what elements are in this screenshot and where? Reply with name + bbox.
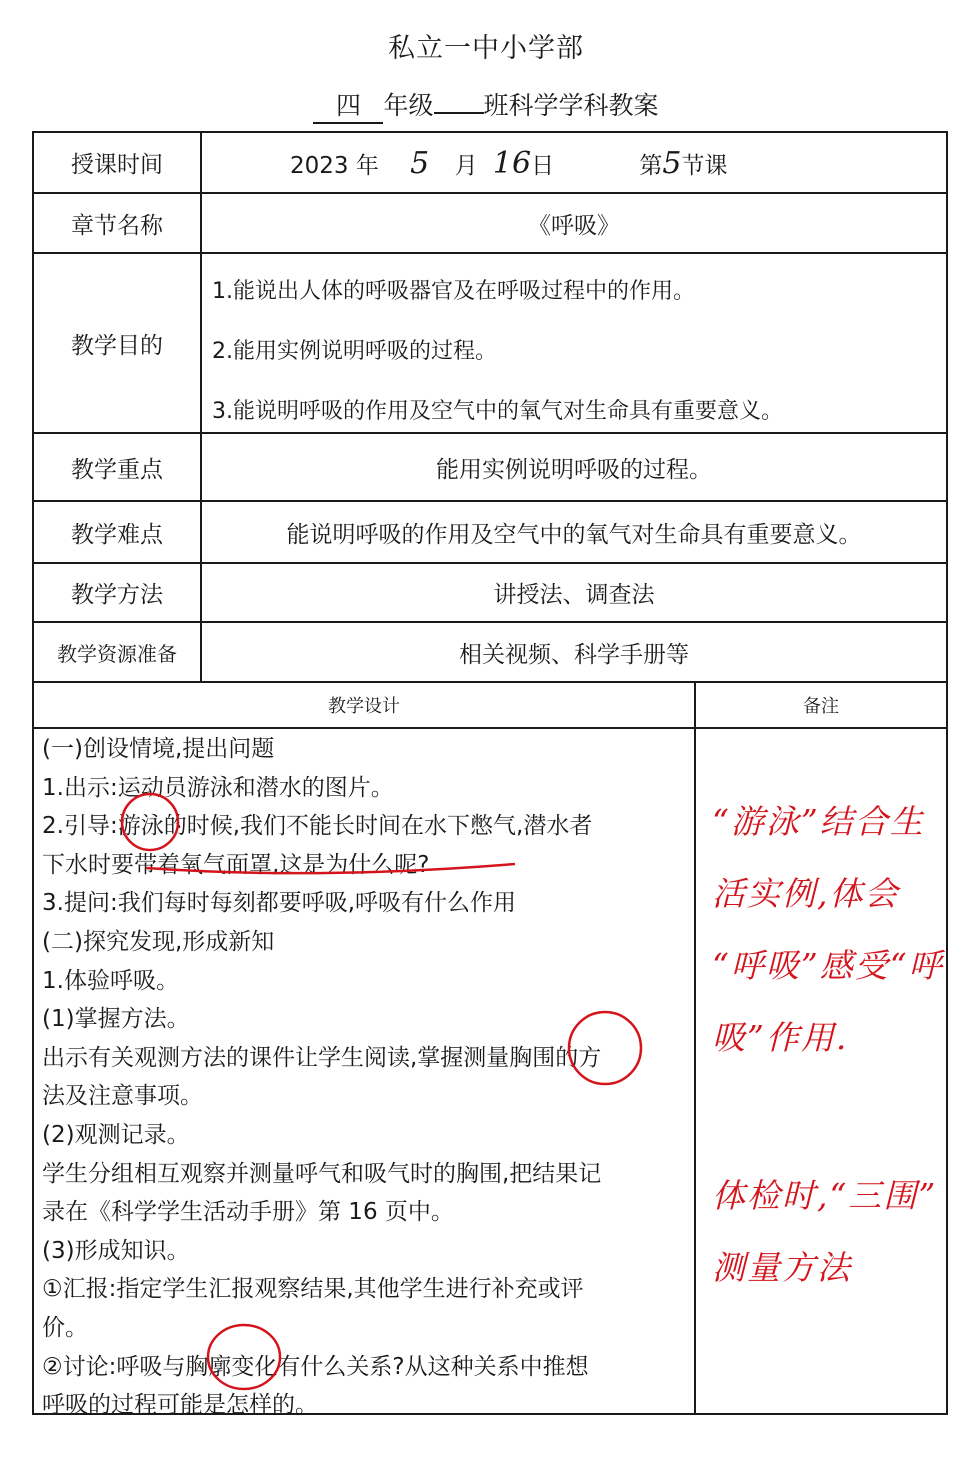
design-line: (2)观测记录。 — [42, 1121, 190, 1148]
design-line: 出示有关观测方法的课件让学生阅读,掌握测量胸围的方 — [42, 1044, 602, 1071]
column-divider — [694, 681, 696, 1415]
resource-label: 教学资源准备 — [57, 641, 177, 666]
handwritten-note — [712, 1160, 937, 1304]
design-line: 法及注意事项。 — [42, 1083, 203, 1110]
difficulty-point: 能说明呼吸的作用及空气中的氧气对生命具有重要意义。 — [286, 521, 862, 548]
goal-item: 1.能说出人体的呼吸器官及在呼吸过程中的作用。 — [212, 279, 695, 304]
note-line: 活实例,体会 — [712, 874, 900, 913]
period-value: 5 — [662, 146, 682, 181]
school-name: 私立一中小学部 — [388, 33, 584, 64]
design-line: 下水时要带着氧气面罩,这是为什么呢? — [42, 851, 430, 878]
design-line: ①汇报:指定学生汇报观察结果,其他学生进行补充或评 — [42, 1276, 584, 1303]
date-line — [290, 146, 727, 181]
goal-label: 教学目的 — [71, 332, 163, 359]
chapter-label: 章节名称 — [71, 212, 163, 239]
document-title — [0, 86, 972, 124]
design-line: (1)掌握方法。 — [42, 1006, 190, 1033]
design-line: 1.出示:运动员游泳和潜水的图片。 — [42, 774, 394, 801]
design-line: (一)创设情境,提出问题 — [42, 736, 275, 762]
design-line: (3)形成知识。 — [42, 1237, 190, 1264]
goal-list — [212, 262, 783, 442]
class-blank — [434, 112, 484, 114]
difficulty-label: 教学难点 — [71, 521, 163, 548]
notes-header: 备注 — [803, 696, 839, 717]
grade-word: 年级 — [383, 91, 434, 120]
teaching-resources: 相关视频、科学手册等 — [459, 641, 689, 668]
design-line: (二)探究发现,形成新知 — [42, 928, 275, 955]
year-value: 2023 — [290, 153, 349, 179]
day-value: 16 — [492, 146, 532, 181]
method-label: 教学方法 — [71, 582, 163, 608]
design-header: 教学设计 — [328, 696, 400, 717]
design-line: 录在《科学学生活动手册》第 16 页中。 — [42, 1199, 454, 1226]
design-line: 学生分组相互观察并测量呼气和吸气时的胸围,把结果记 — [42, 1160, 602, 1187]
note-line: 体检时,“三围” — [712, 1176, 938, 1215]
goal-item: 2.能用实例说明呼吸的过程。 — [212, 339, 497, 364]
year-word: 年 — [355, 153, 379, 179]
design-content — [42, 730, 692, 1425]
design-line: 1.体验呼吸。 — [42, 967, 179, 994]
design-line: 3.提问:我们每时每刻都要呼吸,呼吸有什么作用 — [42, 890, 517, 917]
goal-item: 3.能说明呼吸的作用及空气中的氧气对生命具有重要意义。 — [212, 399, 783, 424]
day-word: 日 — [531, 153, 555, 179]
month-word: 月 — [454, 153, 478, 179]
handwritten-note — [712, 786, 944, 1074]
design-line: 2.引导:游泳的时候,我们不能长时间在水下憋气,潜水者 — [42, 813, 593, 840]
key-point: 能用实例说明呼吸的过程。 — [436, 456, 712, 483]
row-divider — [32, 727, 948, 729]
grade-value: 四 — [313, 86, 383, 124]
note-line: 测量方法 — [712, 1248, 852, 1287]
design-line: ②讨论:呼吸与胸廓变化有什么关系?从这种关系中推想 — [42, 1353, 589, 1380]
period-prefix: 第 — [639, 153, 663, 179]
chapter-name: 《呼吸》 — [528, 212, 620, 239]
teaching-method: 讲授法、调查法 — [493, 582, 655, 608]
period-suffix: 节课 — [681, 153, 728, 179]
time-label: 授课时间 — [71, 152, 163, 178]
note-line: “游泳”结合生 — [712, 802, 925, 841]
note-line: “呼吸”感受“呼 — [712, 946, 944, 985]
month-value: 5 — [410, 146, 430, 181]
note-line: 吸”作用. — [712, 1018, 849, 1057]
design-line: 价。 — [42, 1314, 88, 1341]
key-label: 教学重点 — [71, 456, 163, 483]
design-line: 呼吸的过程可能是怎样的。 — [42, 1392, 318, 1419]
title-rest: 班科学学科教案 — [483, 91, 659, 120]
